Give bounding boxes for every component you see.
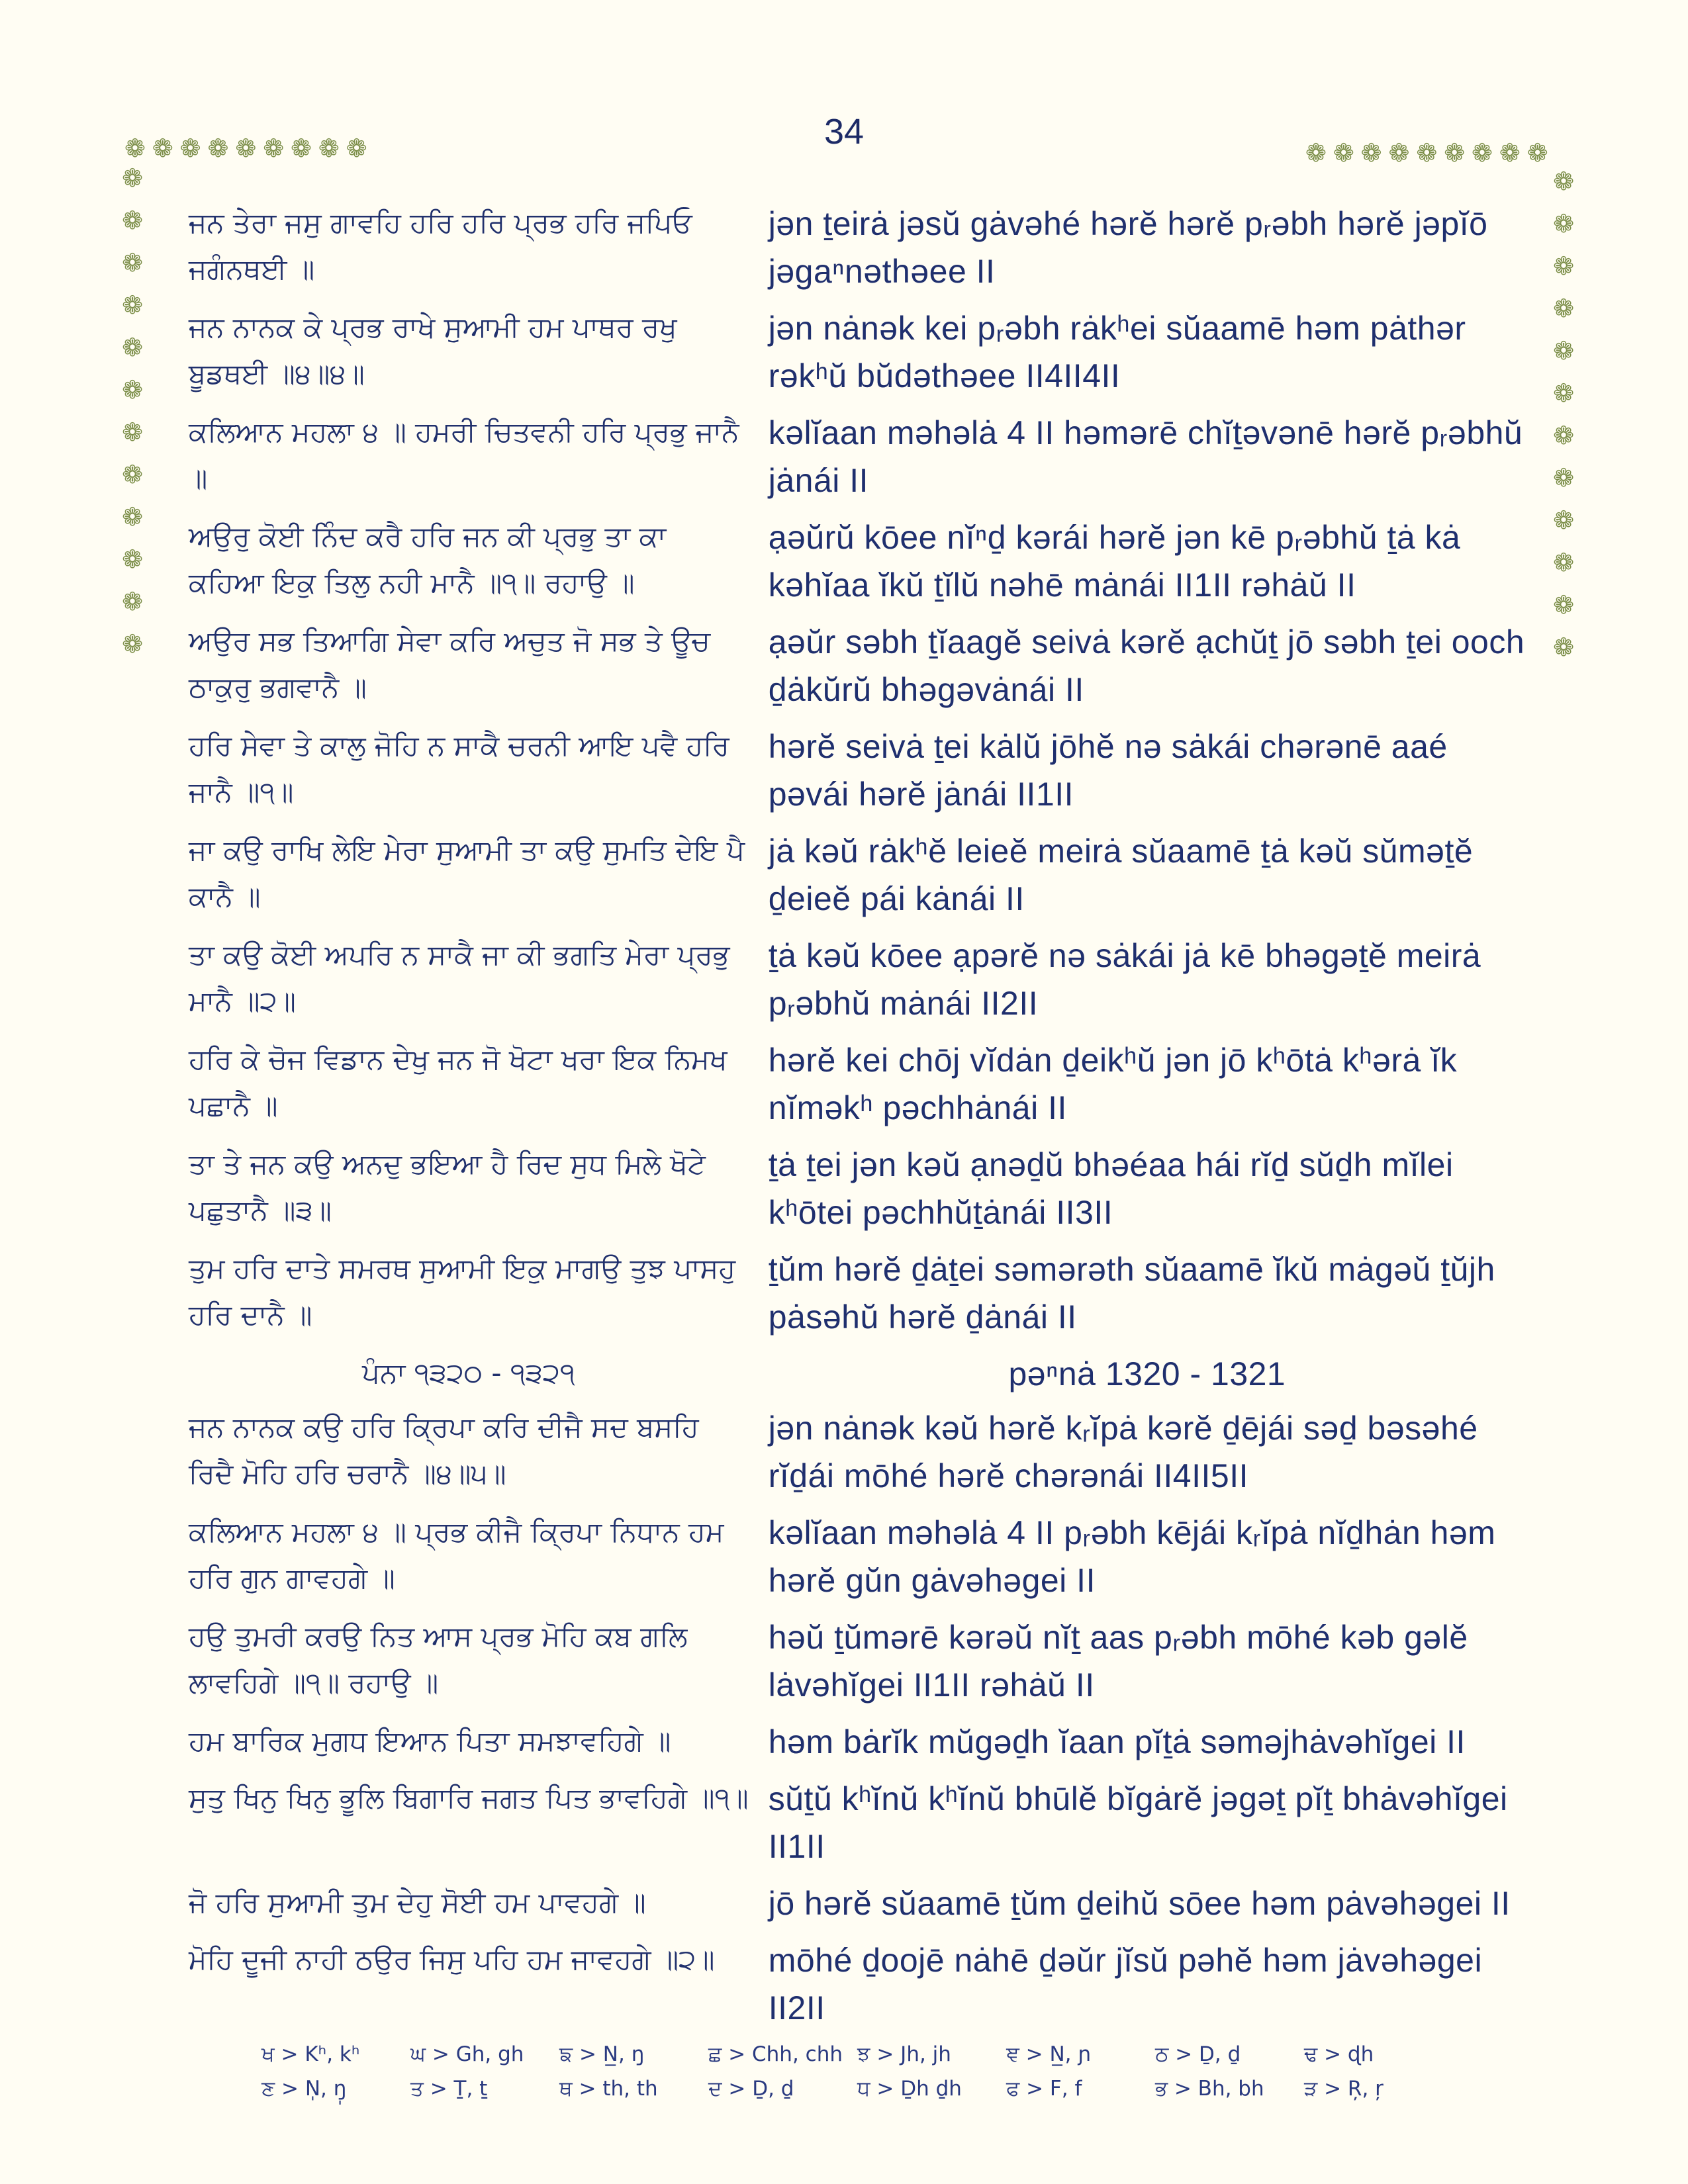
verse-row [189, 723, 1526, 818]
transliteration-text: ṯȧ ṯei jən kəŭ ạnəḏŭ bhəéaa hái rĭḏ sŭḏh mĭlei kʰōtei pəchhŭṯȧnái II3II [768, 1146, 1454, 1231]
punjabi-text: ਮੋਹਿ ਦੂਜੀ ਨਾਹੀ ਠਉਰ ਜਿਸੁ ਪਹਿ ਹਮ ਜਾਵਹਗੇ ॥੨॥ [189, 1943, 715, 1976]
punjabi-text: ਜੋ ਹਰਿ ਸੁਆਮੀ ਤੁਮ ਦੇਹੁ ਸੋਈ ਹਮ ਪਾਵਹਗੇ ॥ [189, 1886, 646, 1919]
verse-row [189, 932, 1526, 1027]
verse-row [189, 1775, 1526, 1870]
punjabi-text: ਜਨ ਤੇਰਾ ਜਸੁ ਗਾਵਹਿ ਹਰਿ ਹਰਿ ਪ੍ਰਭ ਹਰਿ ਜਪਿਓ ਜਗੰਨਥਈ ॥ [189, 206, 692, 285]
transliteration-text: hərĕ kei chōj vĭdȧn ḏeikʰŭ jən jō kʰōtȧ kʰərȧ ĭk nĭməkʰ pəchhȧnái II [768, 1042, 1458, 1126]
transliteration-text: ṯȧ kəŭ kōee ạpərĕ nə sȧkái jȧ kē bhəgəṯĕ meirȧ pᵣəbhŭ mȧnái II2II [768, 937, 1481, 1022]
key-item: ਭ > Bh, bh [1155, 2076, 1264, 2101]
key-item: ਫ > F, f [1006, 2076, 1082, 2101]
flower-border-top-left-icon: ❁❁❁❁❁❁❁❁❁ [124, 134, 374, 163]
key-item: ਠ > Ḏ, ḏ [1155, 2042, 1241, 2066]
punjabi-text: ਹਰਿ ਸੇਵਾ ਤੇ ਕਾਲੁ ਜੋਹਿ ਨ ਸਾਕੈ ਚਰਨੀ ਆਇ ਪਵੈ ਹਰਿ ਜਾਨੈ ॥੧॥ [189, 729, 729, 808]
transliteration-text: jən nȧnək kəŭ hərĕ kᵣĭpȧ kərĕ ḏējái səḏ bəsəhé rĭḏái mōhé hərĕ chərənái II4II5II [768, 1410, 1478, 1494]
verse-row [189, 1509, 1526, 1604]
transliteration-text: ạəŭr səbh ṯĭaagĕ seivȧ kərĕ ạchŭṯ jō səbh ṯei ooch ḏȧkŭrŭ bhəgəvȧnái II [768, 623, 1525, 708]
key-item: ਣ > N̩, ŋ̩ [261, 2076, 347, 2101]
punjabi-text: ਅਉਰੁ ਕੋਈ ਨਿੰਦ ਕਰੈ ਹਰਿ ਜਨ ਕੀ ਪ੍ਰਭੁ ਤਾ ਕਾ ਕਹਿਆ ਇਕੁ ਤਿਲੁ ਨਹੀ ਮਾਨੈ ॥੧॥ ਰਹਾਉ ॥ [189, 520, 667, 599]
flower-border-left-icon: ❁ ❁ ❁ ❁ ❁ ❁ ❁ ❁ ❁ ❁ ❁ ❁ [122, 163, 143, 659]
verse-row [189, 618, 1526, 713]
key-item: ਛ > Chh, chh [708, 2042, 843, 2066]
punjabi-text: ਤਾ ਤੇ ਜਨ ਕਉ ਅਨਦੁ ਭਇਆ ਹੈ ਰਿਦ ਸੁਧ ਮਿਲੇ ਖੋਟੇ ਪਛੁਤਾਨੈ ॥੩॥ [189, 1148, 706, 1226]
transliteration-text: jən ṯeirȧ jəsŭ gȧvəhé hərĕ hərĕ pᵣəbh hərĕ jəpĭō jəgaⁿnəthəee II [768, 205, 1488, 290]
transliteration-text: jȧ kəŭ rȧkʰĕ leieĕ meirȧ sŭaamē ṯȧ kəŭ sŭməṯĕ ḏeieĕ pái kȧnái II [768, 833, 1474, 917]
punjabi-text: ਜਾ ਕਉ ਰਾਖਿ ਲੇਇ ਮੇਰਾ ਸੁਆਮੀ ਤਾ ਕਉ ਸੁਮਤਿ ਦੇਇ ਪੈ ਕਾਨੈ ॥ [189, 834, 745, 913]
punjabi-text: ਹਉ ਤੁਮਰੀ ਕਰਉ ਨਿਤ ਆਸ ਪ੍ਰਭ ਮੋਹਿ ਕਬ ਗਲਿ ਲਾਵਹਿਗੇ ॥੧॥ ਰਹਾਉ ॥ [189, 1620, 688, 1699]
punjabi-text: ਜਨ ਨਾਨਕ ਕਉ ਹਰਿ ਕ੍ਰਿਪਾ ਕਰਿ ਦੀਜੈ ਸਦ ਬਸਹਿ ਰਿਦੈ ਮੋਹਿ ਹਰਿ ਚਰਾਨੈ ॥੪॥੫॥ [189, 1411, 699, 1490]
key-item: ਦ > Ḏ, ḏ [708, 2076, 794, 2101]
verse-row [189, 827, 1526, 923]
flower-border-top-right-icon: ❁❁❁❁❁❁❁❁❁ [1305, 138, 1555, 167]
transliteration-text: jō hərĕ sŭaamē ṯŭm ḏeihŭ sōee həm pȧvəhəgei II [768, 1885, 1511, 1922]
transliteration-key [261, 2037, 1453, 2106]
punjabi-text: ਤੁਮ ਹਰਿ ਦਾਤੇ ਸਮਰਥ ਸੁਆਮੀ ਇਕੁ ਮਾਗਉ ਤੁਝ ਪਾਸਹੁ ਹਰਿ ਦਾਨੈ ॥ [189, 1252, 736, 1331]
key-item: ਥ > th, th [559, 2076, 658, 2101]
verse-row [189, 1141, 1526, 1236]
verse-row [189, 1880, 1526, 1927]
key-row [261, 2071, 1453, 2106]
transliteration-text: ṯŭm hərĕ ḏȧṯei səmərəth sŭaamē ĭkŭ mȧgəŭ ṯŭjh pȧsəhŭ hərĕ ḏȧnái II [768, 1251, 1495, 1336]
verse-row [189, 304, 1526, 400]
transliteration-text: hərĕ seivȧ ṯei kȧlŭ jōhĕ nə sȧkái chərənē aaé pəvái hərĕ jȧnái II1II [768, 728, 1448, 813]
key-item: ਢ > ɖh [1304, 2042, 1374, 2066]
key-row [261, 2037, 1453, 2071]
transliteration-text: həm bȧrĭk mŭgəḏh ĭaan pĭṯȧ səməjhȧvəhĭgei II [768, 1723, 1466, 1760]
key-item: ਤ > Ṯ, ṯ [410, 2076, 488, 2101]
transliteration-text: mōhé ḏoojē nȧhē ḏəŭr jĭsŭ pəhĕ həm jȧvəhəgei II2II [768, 1942, 1483, 2026]
verse-row [189, 1246, 1526, 1341]
verses-container [189, 200, 1526, 2041]
verse-row [189, 514, 1526, 609]
punjabi-text: ਹਮ ਬਾਰਿਕ ਮੁਗਧ ਇਆਨ ਪਿਤਾ ਸਮਝਾਵਹਿਗੇ ॥ [189, 1725, 671, 1757]
key-item: ੜ > Ŗ, ŗ [1304, 2076, 1383, 2101]
punjabi-text: ਸੁਤੁ ਖਿਨੁ ਖਿਨੁ ਭੂਲਿ ਬਿਗਾਰਿ ਜਗਤ ਪਿਤ ਭਾਵਹਿਗੇ ॥੧॥ [189, 1782, 749, 1814]
punjabi-text: ਕਲਿਆਨ ਮਹਲਾ ੪ ॥ ਹਮਰੀ ਚਿਤਵਨੀ ਹਰਿ ਪ੍ਰਭੁ ਜਾਨੈ ॥ [189, 416, 739, 494]
key-item: ਝ > Jh, jh [857, 2042, 951, 2066]
page-reference-row [189, 1350, 1526, 1398]
transliteration-text: jən nȧnək kei pᵣəbh rȧkʰei sŭaamē həm pȧthər rəkʰŭ bŭdəthəee II4II4II [768, 310, 1466, 394]
verse-row [189, 1936, 1526, 2032]
transliteration-text: sŭṯŭ kʰĭnŭ kʰĭnŭ bhūlĕ bĭgȧrĕ jəgəṯ pĭṯ bhȧvəhĭgei II1II [768, 1780, 1508, 1865]
key-item: ਖ > Kʰ, kʰ [261, 2042, 360, 2066]
page-number: 34 [823, 112, 865, 152]
verse-row [189, 1404, 1526, 1500]
key-item: ਙ > N̲, ŋ [559, 2042, 645, 2066]
verse-row [189, 409, 1526, 504]
key-item: ਘ > Gh, gh [410, 2042, 524, 2066]
punjabi-text: ਕਲਿਆਨ ਮਹਲਾ ੪ ॥ ਪ੍ਰਭ ਕੀਜੈ ਕ੍ਰਿਪਾ ਨਿਧਾਨ ਹਮ ਹਰਿ ਗੁਨ ਗਾਵਹਗੇ ॥ [189, 1516, 724, 1594]
verse-row [189, 1614, 1526, 1709]
punjabi-text: ਹਰਿ ਕੇ ਚੋਜ ਵਿਡਾਨ ਦੇਖੁ ਜਨ ਜੋ ਖੋਟਾ ਖਰਾ ਇਕ ਨਿਮਖ ਪਛਾਨੈ ॥ [189, 1043, 727, 1122]
verse-row [189, 200, 1526, 295]
punjabi-text: ਤਾ ਕਉ ਕੋਈ ਅਪਰਿ ਨ ਸਾਕੈ ਜਾ ਕੀ ਭਗਤਿ ਮੇਰਾ ਪ੍ਰਭੁ ਮਾਨੈ ॥੨॥ [189, 938, 730, 1017]
punjabi-text: ਅਉਰ ਸਭ ਤਿਆਗਿ ਸੇਵਾ ਕਰਿ ਅਚੁਤ ਜੋ ਸਭ ਤੇ ਊਚ ਠਾਕੁਰੁ ਭਗਵਾਨੈ ॥ [189, 625, 710, 704]
transliteration-text: həŭ ṯŭmərē kərəŭ nĭṯ aas pᵣəbh mōhé kəb gəlĕ lȧvəhĭgei II1II rəhȧŭ II [768, 1619, 1468, 1704]
verse-row [189, 1718, 1526, 1766]
key-item: ਞ > N̲, ɲ [1006, 2042, 1092, 2066]
flower-border-right-icon: ❁ ❁ ❁ ❁ ❁ ❁ ❁ ❁ ❁ ❁ ❁ ❁ [1553, 167, 1574, 662]
page-reference-translit: pəⁿnȧ 1320 - 1321 [1008, 1355, 1286, 1392]
verse-row [189, 1036, 1526, 1132]
punjabi-text: ਜਨ ਨਾਨਕ ਕੇ ਪ੍ਰਭ ਰਾਖੇ ਸੁਆਮੀ ਹਮ ਪਾਥਰ ਰਖੁ ਬੂਡਥਈ ॥੪॥੪॥ [189, 311, 677, 390]
transliteration-text: ạəŭrŭ kōee nĭⁿḏ kərái hərĕ jən kē pᵣəbhŭ ṯȧ kȧ kəhĭaa ĭkŭ ṯĭlŭ nəhē mȧnái II1II rəhȧŭ II [768, 519, 1461, 604]
transliteration-text: kəlĭaan məhəlȧ 4 II pᵣəbh kējái kᵣĭpȧ nĭḏhȧn həm hərĕ gŭn gȧvəhəgei II [768, 1514, 1496, 1599]
page-reference-punjabi: ਪੰਨਾ ੧੩੨੦ - ੧੩੨੧ [362, 1357, 575, 1389]
key-item: ਧ > Ḏh ḏh [857, 2076, 962, 2101]
transliteration-text: kəlĭaan məhəlȧ 4 II həmərē chĭṯəvənē hərĕ pᵣəbhŭ jȧnái II [768, 414, 1523, 499]
